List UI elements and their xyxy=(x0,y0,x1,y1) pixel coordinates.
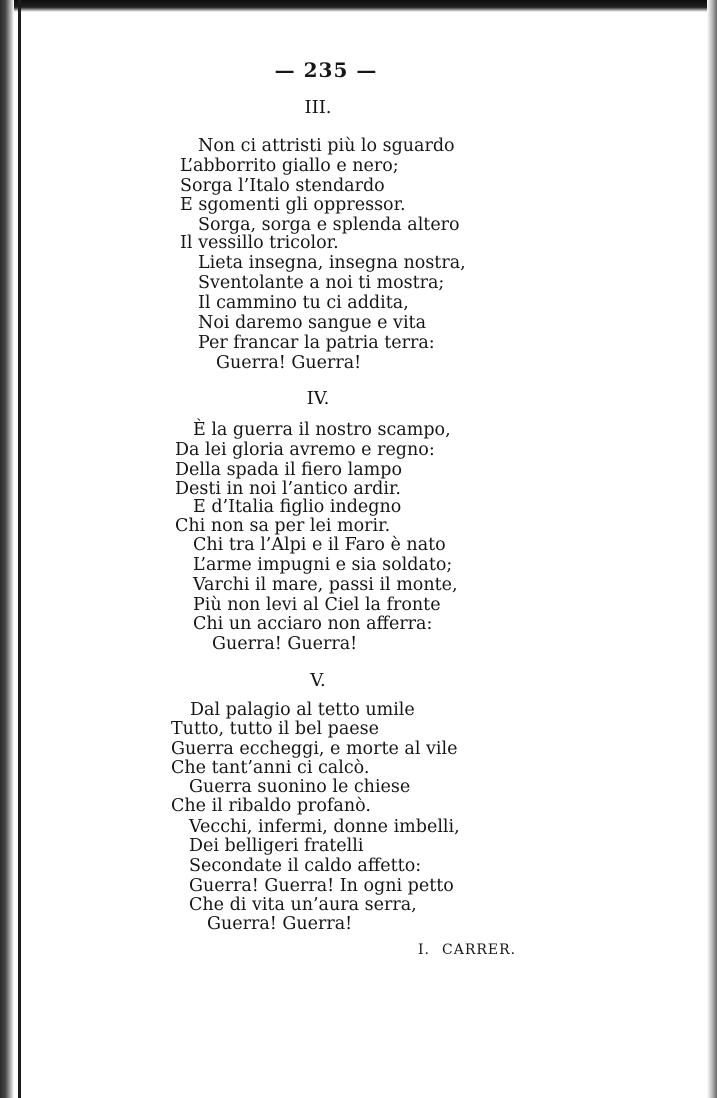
poem-line: Più non levi al Ciel la fronte xyxy=(193,595,441,615)
page-binding-shadow xyxy=(0,0,14,1098)
poem-line: Desti in noi l’antico ardir. xyxy=(175,479,401,499)
poem-line: Non ci attristi più lo sguardo xyxy=(198,136,455,156)
poem-line: Varchi il mare, passi il monte, xyxy=(193,575,458,595)
stanza-heading-iv: IV. xyxy=(306,388,330,409)
author-initial: I. xyxy=(418,942,430,958)
poem-line: Noi daremo sangue e vita xyxy=(198,313,427,333)
poem-refrain: Guerra! Guerra! xyxy=(212,634,358,654)
poem-line: Vecchi, infermi, donne imbelli, xyxy=(189,817,460,837)
poem-line: E sgomenti gli oppressor. xyxy=(180,195,406,215)
poem-line: Che di vita un’aura serra, xyxy=(189,895,417,915)
poem-refrain: Guerra! Guerra! xyxy=(207,914,353,934)
poem-line: Chi un acciaro non afferra: xyxy=(193,614,433,634)
poem-line: Il cammino tu ci addita, xyxy=(198,293,409,313)
poem-line: L’arme impugni e sia soldato; xyxy=(193,555,453,575)
poem-line: L’abborrito giallo e nero; xyxy=(180,156,399,176)
poem-line: Tutto, tutto il bel paese xyxy=(171,719,379,739)
poem-line: Secondate il caldo affetto: xyxy=(189,856,422,876)
page-number: — 235 — xyxy=(274,58,378,82)
poem-line: Sventolante a noi ti mostra; xyxy=(198,273,445,293)
page-top-edge xyxy=(0,0,717,12)
poem-line: Guerra! Guerra! In ogni petto xyxy=(189,876,454,896)
poem-line: Che tant’anni ci calcò. xyxy=(171,758,370,778)
author-signature xyxy=(418,942,516,958)
author-surname: CARRER. xyxy=(442,942,517,958)
poem-line: Sorga l’Italo stendardo xyxy=(180,176,385,196)
poem-line: Chi tra l’Alpi e il Faro è nato xyxy=(193,535,446,555)
poem-line: Lieta insegna, insegna nostra, xyxy=(198,253,466,273)
poem-line: Guerra eccheggi, e morte al vile xyxy=(171,739,458,759)
poem-line: Dei belligeri fratelli xyxy=(189,836,364,856)
page-right-edge xyxy=(707,0,717,1098)
poem-line: Per francar la patria terra: xyxy=(198,333,435,353)
poem-line: Sorga, sorga e splenda altero xyxy=(198,215,460,235)
poem-line: È la guerra il nostro scampo, xyxy=(193,420,451,440)
poem-line: Chi non sa per lei morir. xyxy=(175,516,391,536)
poem-refrain: Guerra! Guerra! xyxy=(216,353,362,373)
poem-line: Che il ribaldo profanò. xyxy=(171,796,371,816)
poem-line: Guerra suonino le chiese xyxy=(189,777,411,797)
stanza-heading-iii: III. xyxy=(304,97,332,118)
poem-line: Il vessillo tricolor. xyxy=(180,233,339,253)
poem-line: Dal palagio al tetto umile xyxy=(190,700,415,720)
page-left-border-line xyxy=(18,0,21,1098)
stanza-heading-v: V. xyxy=(310,670,326,691)
poem-line: Della spada il fiero lampo xyxy=(175,460,403,480)
poem-line: Da lei gloria avremo e regno: xyxy=(175,440,435,460)
poem-line: E d’Italia figlio indegno xyxy=(193,497,402,517)
